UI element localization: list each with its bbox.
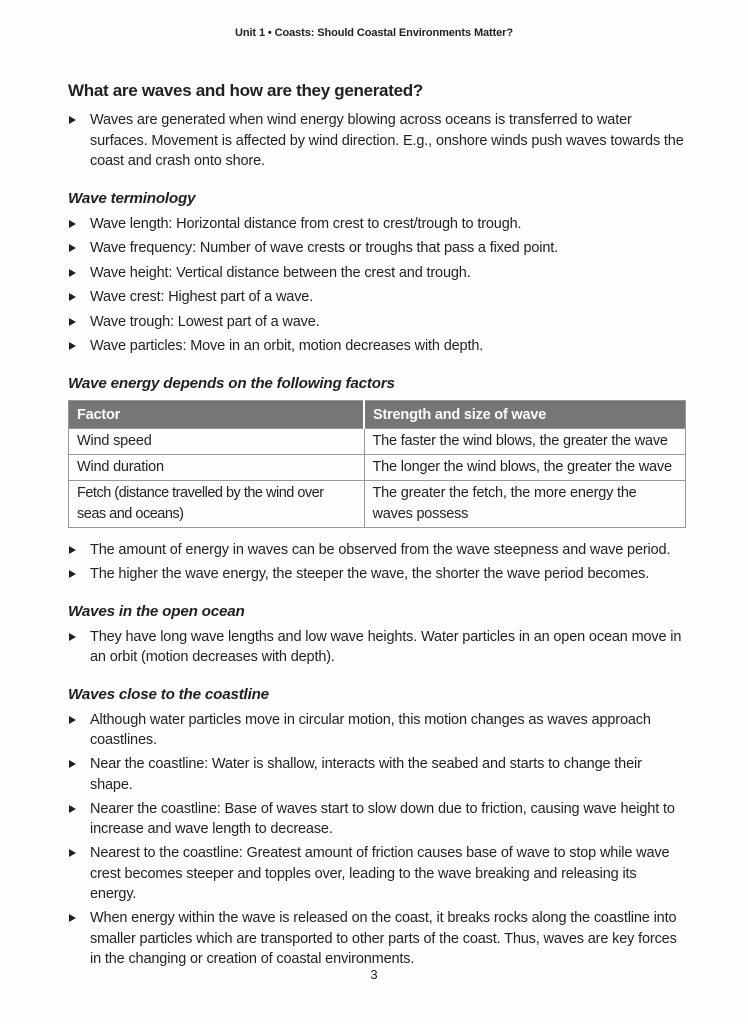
section-intro [68,81,686,172]
section-close-to-coastline [68,686,686,970]
bullet-triangle-icon [69,244,76,252]
list-item-text: Waves are generated when wind energy blowing across oceans is transferred to water surfaces. Movement is affected by wind direction. E.g., onshore winds push waves towards the coast and crash onto shore. [90,112,684,169]
table-cell: The longer the wind blows, the greater the wave [364,455,685,481]
list-item-text: Near the coastline: Water is shallow, interacts with the seabed and starts to change their shape. [90,756,642,793]
list-item-text: Wave trough: Lowest part of a wave. [90,313,320,330]
column-header-factor: Factor [69,400,365,429]
list-item [68,238,686,259]
table-row [69,429,686,455]
list-item-text: Wave height: Vertical distance between the crest and trough. [90,264,471,281]
bullet-triangle-icon [69,269,76,277]
section-wave-energy [68,375,686,585]
bullet-list [68,540,686,585]
list-item-text: Although water particles move in circular motion, this motion changes as waves approach coastlines. [90,711,651,748]
bullet-triangle-icon [69,633,76,641]
bullet-list [68,627,686,668]
list-item [68,287,686,308]
bullet-triangle-icon [69,220,76,228]
bullet-triangle-icon [69,716,76,724]
list-item [68,540,686,561]
page-number: 3 [370,967,378,982]
list-item [68,843,686,905]
table-cell: Wind speed [69,429,365,455]
table-cell: The faster the wind blows, the greater the wave [364,429,685,455]
wave-energy-table [68,400,686,528]
list-item [68,908,686,970]
list-item-text: Wave crest: Highest part of a wave. [90,289,314,305]
list-item-text: Wave frequency: Number of wave crests or troughs that pass a fixed point. [90,240,559,256]
table-row [69,455,686,481]
column-header-strength: Strength and size of wave [364,400,685,429]
list-item-text: Nearest to the coastline: Greatest amount of friction causes base of wave to stop while wave crest becomes steeper and topples over, leading to the wave breaking and releasing its energy. [90,845,670,902]
bullet-triangle-icon [69,849,76,857]
table-cell: Wind duration [69,455,365,481]
table-row [69,481,686,528]
list-item-text: Nearer the coastline: Base of waves start to slow down due to friction, causing wave height to increase and wave length to decrease. [90,800,675,837]
section-open-ocean [68,603,686,668]
bullet-list [68,710,686,970]
main-heading: What are waves and how are they generated? [68,81,423,100]
list-item-text: When energy within the wave is released on the coast, it breaks rocks along the coastline into smaller particles which are transported to other parts of the coast. Thus, waves are key forces in the changing or creation of coastal environments. [90,910,677,967]
bullet-triangle-icon [69,805,76,813]
bullet-triangle-icon [69,342,76,350]
bullet-list [68,110,686,172]
list-item [68,336,686,357]
list-item-text: They have long wave lengths and low wave heights. Water particles in an open ocean move in an orbit (motion decreases with depth). [90,628,682,665]
bullet-triangle-icon [69,914,76,922]
page-content [68,81,686,970]
bullet-triangle-icon [69,570,76,578]
bullet-triangle-icon [69,318,76,326]
list-item-text: Wave length: Horizontal distance from crest to crest/trough to trough. [90,215,522,232]
bullet-triangle-icon [69,546,76,554]
list-item [68,799,686,840]
table-cell: Fetch (distance travelled by the wind over seas and oceans) [69,481,365,528]
list-item-text: The amount of energy in waves can be observed from the wave steepness and wave period. [90,541,671,558]
table-header-row [69,400,686,429]
bullet-triangle-icon [69,116,76,124]
list-item [68,627,686,668]
bullet-triangle-icon [69,760,76,768]
section-heading: Waves in the open ocean [68,602,245,620]
section-heading: Waves close to the coastline [68,685,269,703]
running-head: Unit 1 • Coasts: Should Coastal Environments Matter? [235,27,513,39]
bullet-triangle-icon [69,293,76,301]
list-item [68,312,686,333]
list-item [68,564,686,585]
list-item [68,214,686,235]
list-item [68,110,686,172]
list-item [68,263,686,284]
table-cell: The greater the fetch, the more energy the waves possess [364,481,685,528]
bullet-list [68,214,686,357]
list-item [68,710,686,751]
list-item-text: The higher the wave energy, the steeper the wave, the shorter the wave period becomes. [90,566,650,582]
section-heading: Wave energy depends on the following factors [68,374,395,392]
list-item [68,754,686,795]
section-wave-terminology [68,190,686,357]
section-heading: Wave terminology [68,189,196,207]
list-item-text: Wave particles: Move in an orbit, motion decreases with depth. [90,338,484,354]
